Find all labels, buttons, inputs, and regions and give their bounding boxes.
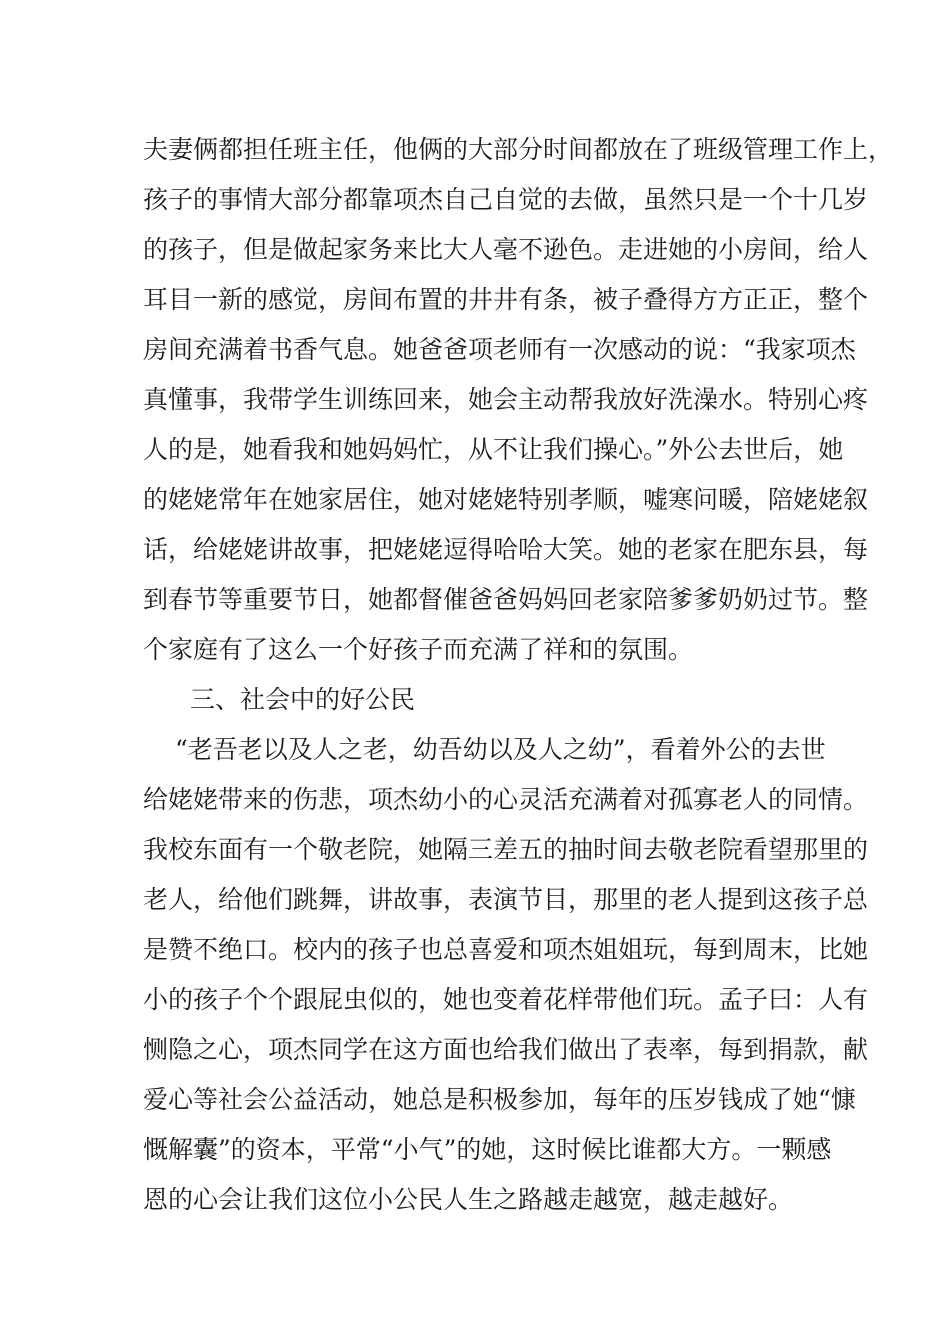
text-line: 给姥姥带来的伤悲，项杰幼小的心灵活充满着对孤寡老人的同情。 (143, 785, 869, 814)
text-line: 话，给姥姥讲故事，把姥姥逗得哈哈大笑。她的老家在肥东县，每 (143, 535, 869, 564)
text-line: 慨解囊”的资本，平常“小气”的她，这时候比谁都大方。一颗感 (143, 1135, 832, 1164)
text-line: 人的是，她看我和她妈妈忙，从不让我们操心。”外公去世后，她 (143, 435, 844, 464)
text-line: 的孩子，但是做起家务来比大人毫不逊色。走进她的小房间，给人 (143, 235, 869, 264)
text-line: 孩子的事情大部分都靠项杰自己自觉的去做，虽然只是一个十几岁 (143, 185, 869, 214)
text-line: 的姥姥常年在她家居住，她对姥姥特别孝顺，嘘寒问暖，陪姥姥叙 (143, 485, 869, 514)
text-line: 房间充满着书香气息。她爸爸项老师有一次感动的说：“我家项杰 (143, 335, 856, 364)
text-line: 是赞不绝口。校内的孩子也总喜爱和项杰姐姐玩，每到周末，比她 (143, 935, 869, 964)
text-line: 小的孩子个个跟屁虫似的，她也变着花样带他们玩。孟子曰：人有 (143, 985, 869, 1014)
text-line: 到春节等重要节日，她都督催爸爸妈妈回老家陪爹爹奶奶过节。整 (143, 585, 869, 614)
text-line: 真懂事，我带学生训练回来，她会主动帮我放好洗澡水。特别心疼 (143, 385, 869, 414)
text-line: 恻隐之心，项杰同学在这方面也给我们做出了表率，每到捐款，献 (143, 1035, 869, 1064)
text-line: 爱心等社会公益活动，她总是积极参加，每年的压岁钱成了她“慷 (143, 1085, 856, 1114)
text-line: 个家庭有了这么一个好孩子而充满了祥和的氛围。 (143, 635, 694, 664)
text-line: “老吾老以及人之老，幼吾幼以及人之幼”，看着外公的去世 (175, 735, 826, 764)
text-line: 我校东面有一个敬老院，她隔三差五的抽时间去敬老院看望那里的 (143, 835, 869, 864)
text-line: 夫妻俩都担任班主任，他俩的大部分时间都放在了班级管理工作上， (143, 135, 894, 164)
text-line: 老人，给他们跳舞，讲故事，表演节目，那里的老人提到这孩子总 (143, 885, 869, 914)
section-heading: 三、社会中的好公民 (190, 685, 416, 714)
text-line: 耳目一新的感觉，房间布置的井井有条，被子叠得方方正正，整个 (143, 285, 869, 314)
text-line: 恩的心会让我们这位小公民人生之路越走越宽，越走越好。 (143, 1185, 794, 1214)
